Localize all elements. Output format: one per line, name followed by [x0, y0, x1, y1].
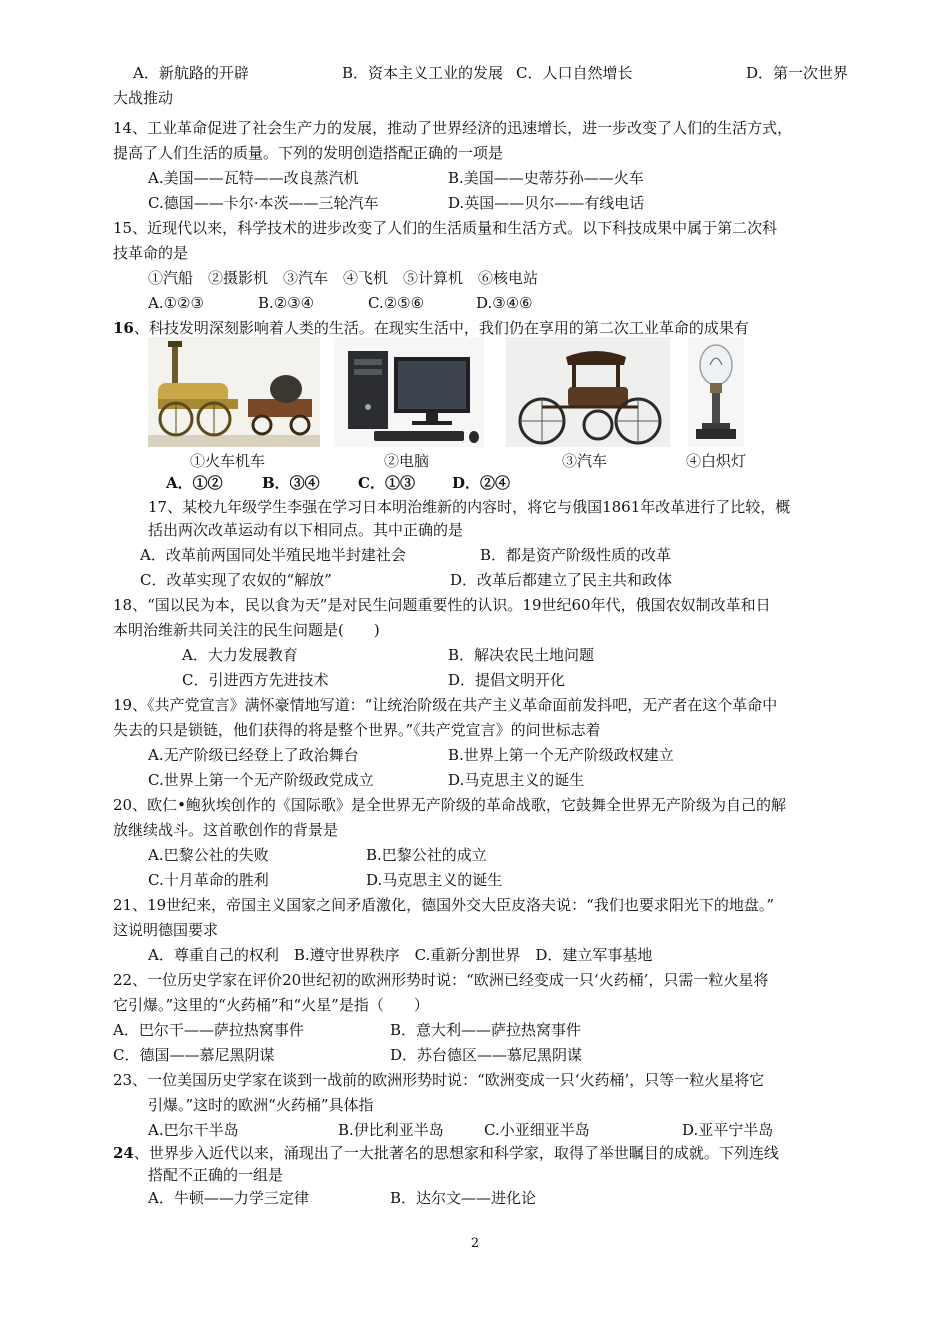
q23-stem-1: 23、一位美国历史学家在谈到一战前的欧洲形势时说：“欧洲变成一只‘火药桶’，只等一粒火星将它 [113, 1071, 765, 1089]
q14-option-b: B.美国——史蒂芬孙——火车 [448, 169, 644, 187]
q19-option-d: D.马克思主义的诞生 [448, 771, 585, 789]
image-caption-computer: ②电脑 [384, 452, 430, 470]
q17-stem-2: 括出两次改革运动有以下相同点。其中正确的是 [148, 521, 464, 539]
q24-stem-1 [113, 1142, 779, 1164]
q17-option-b: B．都是资产阶级性质的改革 [480, 546, 672, 564]
q21-stem-1: 21、19世纪来，帝国主义国家之间矛盾激化，德国外交大臣皮洛夫说：“我们也要求阳光下的地盘。” [113, 896, 775, 914]
q18-option-c: C．引进西方先进技术 [182, 671, 329, 689]
q19-option-a: A.无产阶级已经登上了政治舞台 [148, 746, 359, 764]
q24-option-a: A．牛顿——力学三定律 [148, 1189, 309, 1207]
q15-option-b: B.②③④ [258, 294, 315, 312]
q16-stem [113, 317, 749, 339]
car-image [506, 337, 670, 447]
q23-option-b: B.伊比利亚半岛 [338, 1121, 444, 1139]
q24-option-b: B．达尔文——进化论 [390, 1189, 537, 1207]
q22-stem-1: 22、一位历史学家在评价20世纪初的欧洲形势时说：“欧洲已经变成一只‘火药桶’，只需一粒火星将 [113, 971, 769, 989]
q22-stem-2: 它引爆。”这里的“火药桶”和“火星”是指（ ） [113, 996, 429, 1014]
q16-option-a: A．①② [166, 474, 223, 492]
q17-option-a: A．改革前两国同处半殖民地半封建社会 [140, 546, 406, 564]
q22-option-d: D．苏台德区——慕尼黑阴谋 [390, 1046, 583, 1064]
q15-option-c: C.②⑤⑥ [368, 294, 425, 312]
q18-stem-1: 18、“国以民为本，民以食为天”是对民生问题重要性的认识。19世纪60年代，俄国农奴制改革和日 [113, 596, 771, 614]
q14-option-c: C.德国——卡尔·本茨——三轮汽车 [148, 194, 379, 212]
q13-option-c: C．人口自然增长 [516, 64, 633, 82]
q19-stem-1: 19、《共产党宣言》满怀豪情地写道：“让统治阶级在共产主义革命面前发抖吧，无产者在这个革命中 [113, 696, 778, 714]
q16-option-b: B．③④ [262, 474, 320, 492]
q18-option-b: B．解决农民土地问题 [448, 646, 595, 664]
locomotive-image [148, 337, 320, 447]
image-caption-locomotive: ①火车机车 [190, 452, 266, 470]
q15-stem-1: 15、近现代以来，科学技术的进步改变了人们的生活质量和生活方式。以下科技成果中属于第二次科 [113, 219, 778, 237]
q14-option-d: D.英国——贝尔——有线电话 [448, 194, 645, 212]
q23-option-c: C.小亚细亚半岛 [484, 1121, 590, 1139]
q22-option-b: B．意大利——萨拉热窝事件 [390, 1021, 582, 1039]
q19-option-c: C.世界上第一个无产阶级政党成立 [148, 771, 374, 789]
image-caption-light-bulb: ④白炽灯 [686, 452, 747, 470]
q16-option-d: D．②④ [452, 474, 511, 492]
q23-option-d: D.亚平宁半岛 [682, 1121, 774, 1139]
q20-option-a: A.巴黎公社的失败 [148, 846, 269, 864]
q15-stem-2: 技革命的是 [113, 244, 189, 262]
q21-options: A．尊重自己的权利 B.遵守世界秩序 C.重新分割世界 D．建立军事基地 [148, 946, 653, 964]
q18-option-d: D．提倡文明开化 [448, 671, 566, 689]
light-bulb-image [688, 337, 744, 447]
q15-items: ①汽船 ②摄影机 ③汽车 ④飞机 ⑤计算机 ⑥核电站 [148, 269, 539, 287]
q19-stem-2: 失去的只是锁链，他们获得的将是整个世界。”《共产党宣言》的问世标志着 [113, 721, 601, 739]
q24-text: 、世界步入近代以来，涌现出了一大批著名的思想家和科学家，取得了举世瞩目的成就。下列连线 [133, 1144, 779, 1162]
q17-option-c: C．改革实现了农奴的“解放” [140, 571, 332, 589]
q23-option-a: A.巴尔干半岛 [148, 1121, 239, 1139]
q16-number: 16 [113, 319, 134, 337]
q20-option-c: C.十月革命的胜利 [148, 871, 269, 889]
q14-stem-1: 14、工业革命促进了社会生产力的发展，推动了世界经济的迅速增长，进一步改变了人们的生活方式， [113, 119, 793, 137]
q17-option-d: D．改革后都建立了民主共和政体 [450, 571, 673, 589]
image-caption-car: ③汽车 [562, 452, 608, 470]
computer-image [334, 337, 484, 447]
q16-option-c: C．①③ [358, 474, 415, 492]
q20-option-b: B.巴黎公社的成立 [366, 846, 487, 864]
q18-stem-2: 本明治维新共同关注的民生问题是( ) [113, 621, 380, 639]
q15-option-d: D.③④⑥ [476, 294, 533, 312]
q20-option-d: D.马克思主义的诞生 [366, 871, 503, 889]
q18-option-a: A．大力发展教育 [182, 646, 298, 664]
q24-number: 24 [113, 1144, 134, 1162]
q15-option-a: A.①②③ [148, 294, 204, 312]
q13-option-b: B．资本主义工业的发展 [342, 64, 504, 82]
q24-stem-2: 搭配不正确的一组是 [148, 1166, 284, 1184]
page-number: 2 [470, 1236, 480, 1251]
q13-option-d: D．第一次世界 [746, 64, 849, 82]
q20-stem-2: 放继续战斗。这首歌创作的背景是 [113, 821, 339, 839]
q19-option-b: B.世界上第一个无产阶级政权建立 [448, 746, 674, 764]
q22-option-c: C．德国——慕尼黑阴谋 [113, 1046, 275, 1064]
q13-option-d-cont: 大战推动 [113, 89, 174, 107]
q13-option-a: A．新航路的开辟 [133, 64, 249, 82]
q17-stem-1: 17、某校九年级学生李强在学习日本明治维新的内容时，将它与俄国1861年改革进行了比较，概 [148, 498, 791, 516]
q23-stem-2: 引爆。”这时的欧洲“火药桶”具体指 [148, 1096, 374, 1114]
q14-stem-2: 提高了人们生活的质量。下列的发明创造搭配正确的一项是 [113, 144, 504, 162]
q22-option-a: A．巴尔干——萨拉热窝事件 [113, 1021, 304, 1039]
q20-stem-1: 20、欧仁•鲍狄埃创作的《国际歌》是全世界无产阶级的革命战歌，它鼓舞全世界无产阶级为自己的解 [113, 796, 786, 814]
q16-text: 、科技发明深刻影响着人类的生活。在现实生活中，我们仍在享用的第二次工业革命的成果有 [133, 319, 749, 337]
q21-stem-2: 这说明德国要求 [113, 921, 219, 939]
q14-option-a: A.美国——瓦特——改良蒸汽机 [148, 169, 359, 187]
